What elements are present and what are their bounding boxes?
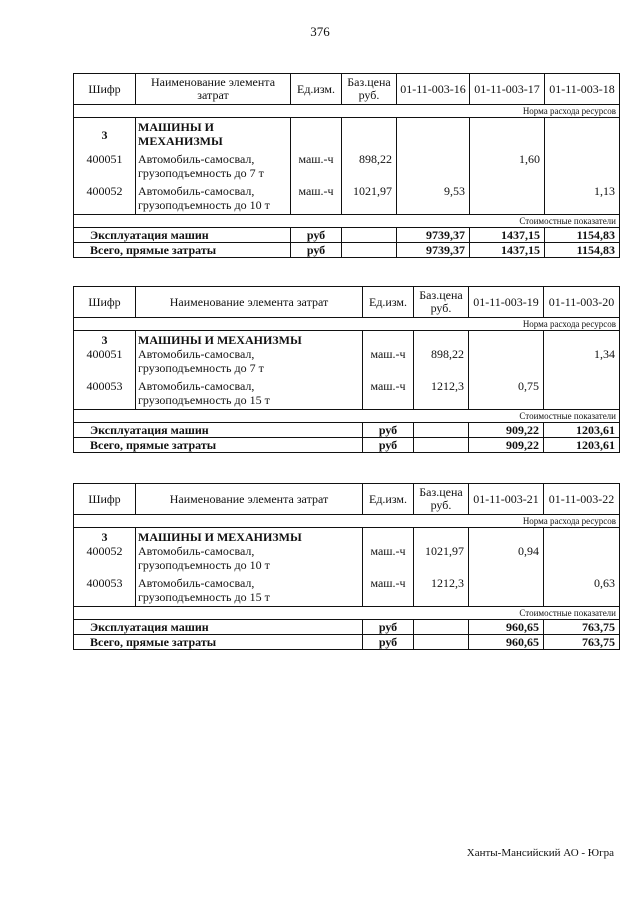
header-element-name: Наименование элемента затрат [136,287,363,318]
total-value: 909,22 [469,423,544,438]
header-code: 01-11-003-17 [470,74,545,105]
resource-value: 1,60 [470,150,545,182]
table-row [74,347,620,377]
cost-label: Стоимостные показатели [74,410,620,423]
header-cipher: Шифр [74,484,136,515]
total-value: 1437,15 [470,228,545,243]
cost-label: Стоимостные показатели [74,607,620,620]
resource-unit: маш.-ч [363,574,414,607]
resource-unit: маш.-ч [363,347,414,377]
resource-name: Автомобиль-самосвал, грузоподъемность до 7 т [136,347,363,377]
total-name: Всего, прямые затраты [74,438,363,453]
resource-table-1 [73,73,620,258]
resource-table-2 [73,286,620,453]
resource-price: 1021,97 [414,544,469,574]
total-unit: руб [291,228,342,243]
resource-value [545,150,620,182]
header-code: 01-11-003-18 [545,74,620,105]
header-code: 01-11-003-16 [397,74,470,105]
total-unit: руб [291,243,342,258]
header-element-name: Наименование элемента затрат [136,484,363,515]
norm-label: Норма расхода ресурсов [74,105,620,118]
total-unit: руб [363,438,414,453]
total-row [74,243,620,258]
header-base-price: Баз.цена руб. [342,74,397,105]
resource-name: Автомобиль-самосвал, грузоподъемность до 10 т [136,544,363,574]
section-code: 3 [74,118,136,151]
header-element-name: Наименование элемента затрат [136,74,291,105]
resource-value [470,182,545,215]
resource-price: 898,22 [414,347,469,377]
total-row [74,635,620,650]
total-unit: руб [363,620,414,635]
total-row [74,423,620,438]
resource-unit: маш.-ч [363,544,414,574]
resource-code: 400053 [74,377,136,410]
footer-region: Ханты-Мансийский АО - Югра [466,847,614,859]
resource-code: 400051 [74,150,136,182]
total-value: 9739,37 [397,228,470,243]
resource-code: 400053 [74,574,136,607]
resource-code: 400052 [74,182,136,215]
total-value: 960,65 [469,620,544,635]
table-row [74,377,620,410]
total-unit: руб [363,635,414,650]
total-name: Эксплуатация машин [74,423,363,438]
total-name: Эксплуатация машин [74,620,363,635]
resource-name: Автомобиль-самосвал, грузоподъемность до 7 т [136,150,291,182]
header-base-price: Баз.цена руб. [414,287,469,318]
norm-label: Норма расхода ресурсов [74,318,620,331]
resource-value: 0,63 [544,574,620,607]
resource-value [397,150,470,182]
table-row [74,182,620,215]
total-value: 763,75 [544,635,620,650]
section-name: МАШИНЫ И МЕХАНИЗМЫ [136,331,363,348]
section-code: 3 [74,528,136,545]
header-unit: Ед.изм. [291,74,342,105]
header-base-price: Баз.цена руб. [414,484,469,515]
table-row [74,150,620,182]
resource-value: 0,94 [469,544,544,574]
total-unit: руб [363,423,414,438]
resource-price: 1021,97 [342,182,397,215]
total-value: 960,65 [469,635,544,650]
resource-value [544,544,620,574]
resource-value: 1,13 [545,182,620,215]
resource-table-3 [73,483,620,650]
total-name: Всего, прямые затраты [74,635,363,650]
header-code: 01-11-003-19 [469,287,544,318]
resource-name: Автомобиль-самосвал, грузоподъемность до 10 т [136,182,291,215]
header-cipher: Шифр [74,74,136,105]
resource-unit: маш.-ч [291,182,342,215]
header-code: 01-11-003-20 [544,287,620,318]
total-value: 1154,83 [545,243,620,258]
resource-price: 1212,3 [414,377,469,410]
section-code: 3 [74,331,136,348]
table-row [74,574,620,607]
total-value: 1203,61 [544,423,620,438]
total-value: 909,22 [469,438,544,453]
header-unit: Ед.изм. [363,287,414,318]
total-row [74,438,620,453]
total-name: Эксплуатация машин [74,228,291,243]
resource-unit: маш.-ч [291,150,342,182]
header-code: 01-11-003-22 [544,484,620,515]
total-value: 1203,61 [544,438,620,453]
resource-name: Автомобиль-самосвал, грузоподъемность до 15 т [136,574,363,607]
total-value: 1154,83 [545,228,620,243]
total-row [74,228,620,243]
resource-unit: маш.-ч [363,377,414,410]
section-name: МАШИНЫ И МЕХАНИЗМЫ [136,118,291,151]
resource-code: 400052 [74,544,136,574]
resource-value [544,377,620,410]
table-row [74,544,620,574]
resource-name: Автомобиль-самосвал, грузоподъемность до 15 т [136,377,363,410]
resource-value: 0,75 [469,377,544,410]
section-name: МАШИНЫ И МЕХАНИЗМЫ [136,528,363,545]
total-row [74,620,620,635]
resource-price: 1212,3 [414,574,469,607]
page-number: 376 [310,24,330,39]
resource-code: 400051 [74,347,136,377]
resource-value [469,347,544,377]
header-unit: Ед.изм. [363,484,414,515]
header-code: 01-11-003-21 [469,484,544,515]
resource-price: 898,22 [342,150,397,182]
total-value: 763,75 [544,620,620,635]
total-name: Всего, прямые затраты [74,243,291,258]
norm-label: Норма расхода ресурсов [74,515,620,528]
total-value: 9739,37 [397,243,470,258]
header-cipher: Шифр [74,287,136,318]
resource-value [469,574,544,607]
cost-label: Стоимостные показатели [74,215,620,228]
resource-value: 1,34 [544,347,620,377]
total-value: 1437,15 [470,243,545,258]
resource-value: 9,53 [397,182,470,215]
